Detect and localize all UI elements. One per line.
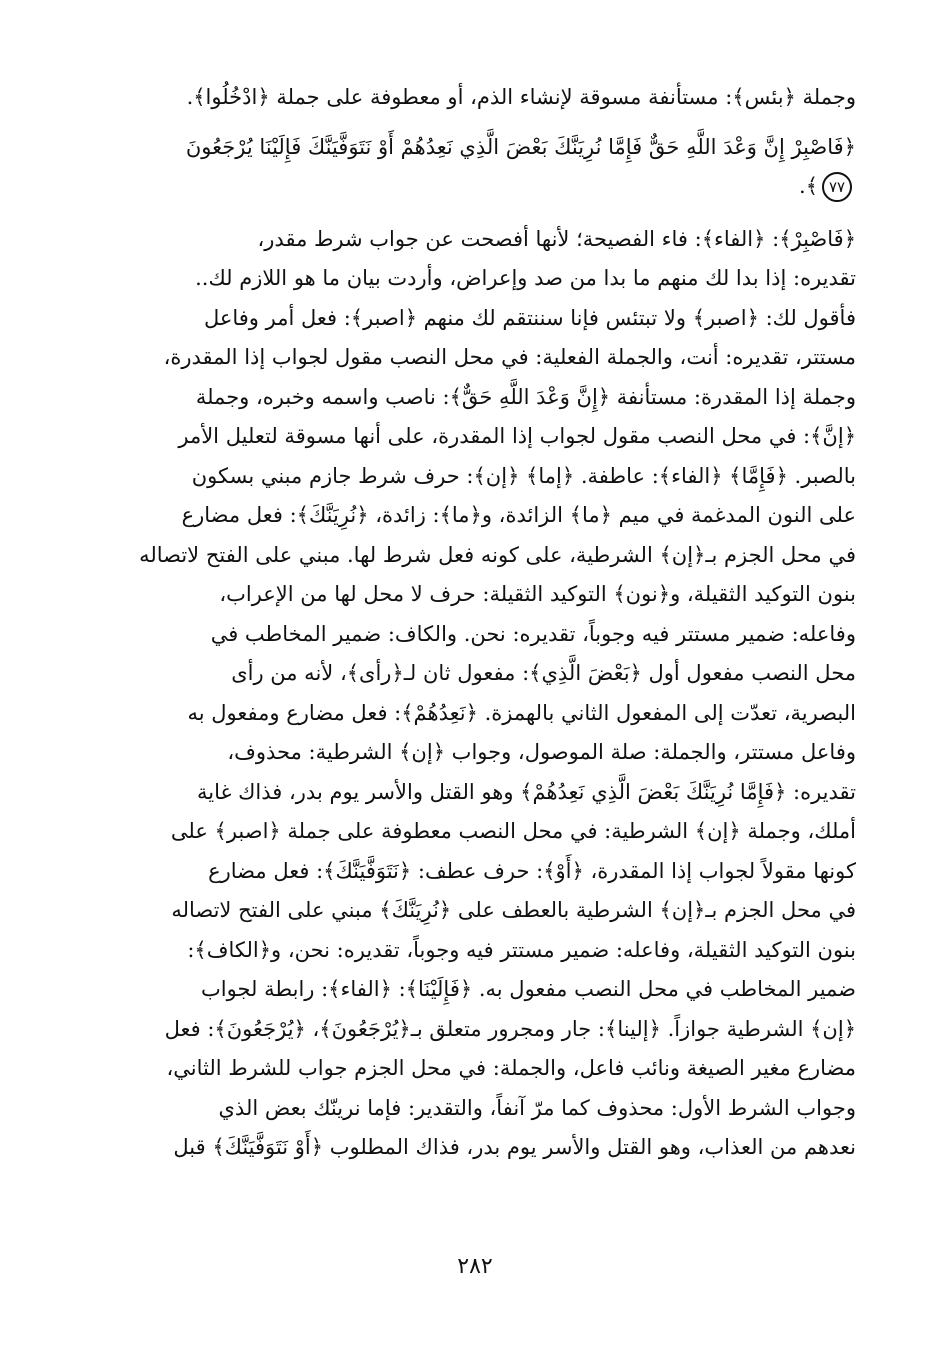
text-line: في محل الجزم بـ﴿إن﴾ الشرطية، على كونه فعل شرط لها. مبني على الفتح لاتصاله <box>139 542 856 567</box>
text-line: وفاعله: ضمير مستتر فيه وجوباً، تقديره: نحن. والكاف: ضمير المخاطب في <box>210 621 856 646</box>
verse-line-1: ﴿فَاصْبِرْ إِنَّ وَعْدَ اللَّهِ حَقٌّ فَإِمَّا نُرِيَنَّكَ بَعْضَ الَّذِي نَعِدُهُمْ أَوْ نَتَوَفَّيَنَّكَ فَإِلَيْنَا يُرْجَعُونَ <box>185 134 856 159</box>
text-line: وجملة إذا المقدرة: مستأنفة ﴿إِنَّ وَعْدَ اللَّهِ حَقٌّ﴾: ناصب واسمه وخبره، وجملة <box>195 384 856 409</box>
verse-end-bracket: ﴾. <box>799 173 818 198</box>
quran-verse <box>96 128 856 206</box>
text-line: أملك، وجملة ﴿إن﴾ الشرطية: في محل النصب معطوفة على جملة ﴿اصبر﴾ على <box>170 819 856 843</box>
intro-line: وجملة ﴿بئس﴾: مستأنفة مسوقة لإنشاء الذم، أو معطوفة على جملة ﴿ادْخُلُوا﴾. <box>186 85 856 109</box>
intro-paragraph <box>96 78 856 118</box>
verse-line-2 <box>96 167 856 206</box>
text-line: وجواب الشرط الأول: محذوف كما مرّ آنفاً، والتقدير: فإما نرينّك بعض الذي <box>218 1095 856 1120</box>
text-line: فأقول لك: ﴿اصبر﴾ ولا تبتئس فإنا سننتقم لك منهم ﴿اصبر﴾: فعل أمر وفاعل <box>203 305 856 330</box>
text-line: كونها مقولاً لجواب إذا المقدرة، ﴿أَوْ﴾: حرف عطف: ﴿نَتَوَفَّيَنَّكَ﴾: فعل مضارع <box>208 858 856 883</box>
verse-number-ornament: ٧٧ <box>822 172 852 202</box>
text-line: البصرية، تعدّت إلى المفعول الثاني بالهمزة. ﴿نَعِدُهُمْ﴾: فعل مضارع ومفعول به <box>187 700 856 725</box>
commentary-paragraph <box>96 220 856 1168</box>
text-line: بالصبر. ﴿فَإِمَّا﴾ ﴿الفاء﴾: عاطفة. ﴿إما﴾ ﴿إن﴾: حرف شرط جازم مبني بسكون <box>191 463 856 488</box>
text-line: ﴿إن﴾ الشرطية جوازاً. ﴿إلينا﴾: جار ومجرور متعلق بـ﴿يُرْجَعُونَ﴾، ﴿يُرْجَعُونَ﴾: فعل <box>164 1016 856 1041</box>
text-line: تقديره: ﴿فَإِمَّا نُرِيَنَّكَ بَعْضَ الَّذِي نَعِدُهُمْ﴾ وهو القتل والأسر يوم بدر، فذاك غاية <box>196 779 856 804</box>
text-line: ﴿إنَّ﴾: في محل النصب مقول لجواب إذا المقدرة، على أنها مسوقة لتعليل الأمر <box>178 424 856 448</box>
text-line: نعدهم من العذاب، وهو القتل والأسر يوم بدر، فذاك المطلوب ﴿أَوْ نَتَوَفَّيَنَّكَ﴾ قبل <box>173 1135 856 1159</box>
text-line: مستتر، تقديره: أنت، والجملة الفعلية: في محل النصب مقول لجواب إذا المقدرة، <box>163 345 856 369</box>
text-line: مضارع مغير الصيغة ونائب فاعل، والجملة: في محل الجزم جواب للشرط الثاني، <box>166 1056 856 1080</box>
text-line: محل النصب مفعول أول ﴿بَعْضَ الَّذِي﴾: مفعول ثان لـ﴿رأى﴾، لأنه من رأى <box>231 661 856 685</box>
text-line: ﴿فَاصْبِرْ﴾: ﴿الفاء﴾: فاء الفصيحة؛ لأنها أفصحت عن جواب شرط مقدر، <box>257 226 856 251</box>
text-line: في محل الجزم بـ﴿إن﴾ الشرطية بالعطف على ﴿نُرِيَنَّكَ﴾ مبني على الفتح لاتصاله <box>171 898 856 922</box>
text-line: ضمير المخاطب في محل النصب مفعول به. ﴿فَإِلَيْنَا﴾: ﴿الفاء﴾: رابطة لجواب <box>201 977 856 1001</box>
text-line: على النون المدغمة في ميم ﴿ما﴾ الزائدة، و﴿ما﴾: زائدة، ﴿نُرِيَنَّكَ﴾: فعل مضارع <box>181 503 856 527</box>
text-line: بنون التوكيد الثقيلة، وفاعله: ضمير مستتر فيه وجوباً، تقديره: نحن، و﴿الكاف﴾: <box>187 937 856 962</box>
page-number: ٢٨٢ <box>457 1254 493 1279</box>
text-line: وفاعل مستتر، والجملة: صلة الموصول، وجواب ﴿إن﴾ الشرطية: محذوف، <box>227 740 856 764</box>
text-line: تقديره: إذا بدا لك منهم ما بدا من صد وإعراض، وأردت بيان ما هو اللازم لك.. <box>195 266 856 290</box>
text-line: بنون التوكيد الثقيلة، و﴿نون﴾ التوكيد الثقيلة: حرف لا محل لها من الإعراب، <box>219 582 856 606</box>
